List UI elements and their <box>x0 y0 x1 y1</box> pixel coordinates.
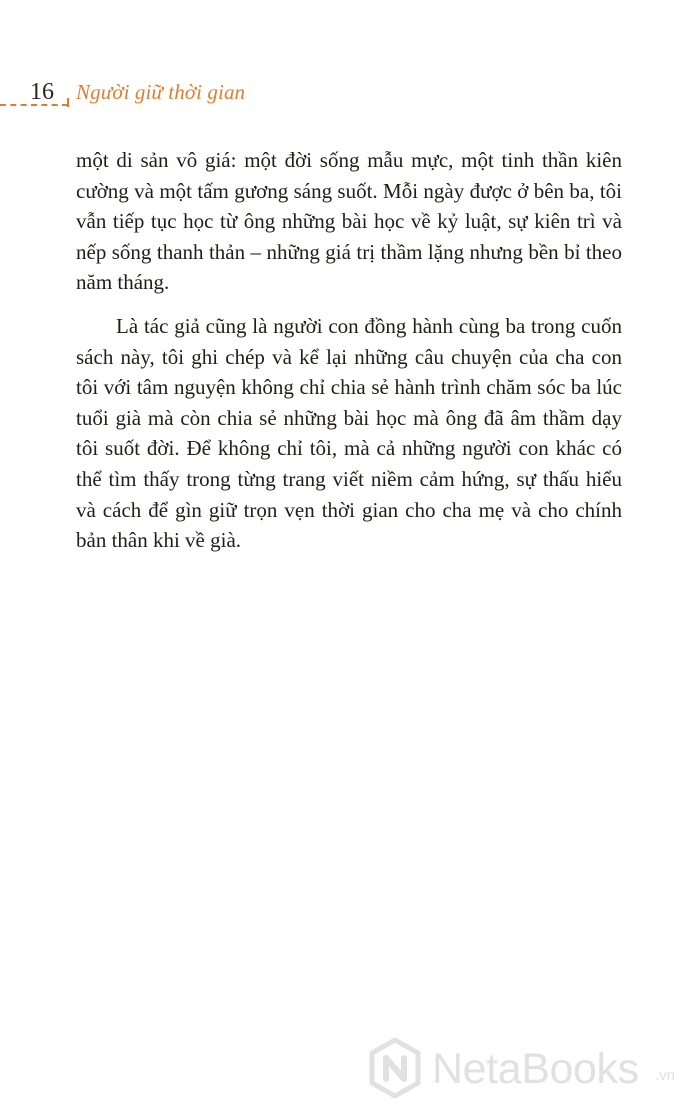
header-corner-mark <box>67 98 69 107</box>
paragraph-2: Là tác giả cũng là người con đồng hành cùng ba trong cuốn sách này, tôi ghi chép và kể lại những câu chuyện của cha con tôi với tâm nguyện không chỉ chia sẻ hành trình chăm sóc ba lúc tuổi già mà còn chia sẻ những bài học mà ông đã âm thầm dạy tôi suốt đời. Để không chỉ tôi, mà cả những người con khác có thể tìm thấy trong từng trang viết niềm cảm hứng, sự thấu hiểu và cách để gìn giữ trọn vẹn thời gian cho cha mẹ và cho chính bản thân khi về già. <box>76 313 622 553</box>
header-dashed-rule <box>0 104 68 106</box>
page-number: 16 <box>30 79 54 105</box>
netabooks-logo-icon <box>364 1037 426 1099</box>
watermark-brand: NetaBooks <box>432 1045 639 1093</box>
body-text <box>76 145 622 556</box>
paragraph-1: một di sản vô giá: một đời sống mẫu mực, một tinh thần kiên cường và một tấm gương sáng suốt. Mỗi ngày được ở bên ba, tôi vẫn tiếp tục học từ ông những bài học về kỷ luật, sự kiên trì và nếp sống thanh thản – những giá trị thầm lặng nhưng bền bỉ theo năm tháng. <box>76 148 622 295</box>
watermark-domain-suffix: .vn <box>655 1067 676 1084</box>
netabooks-watermark <box>364 1037 692 1099</box>
book-title: Người giữ thời gian <box>76 80 246 104</box>
running-header <box>0 78 260 112</box>
